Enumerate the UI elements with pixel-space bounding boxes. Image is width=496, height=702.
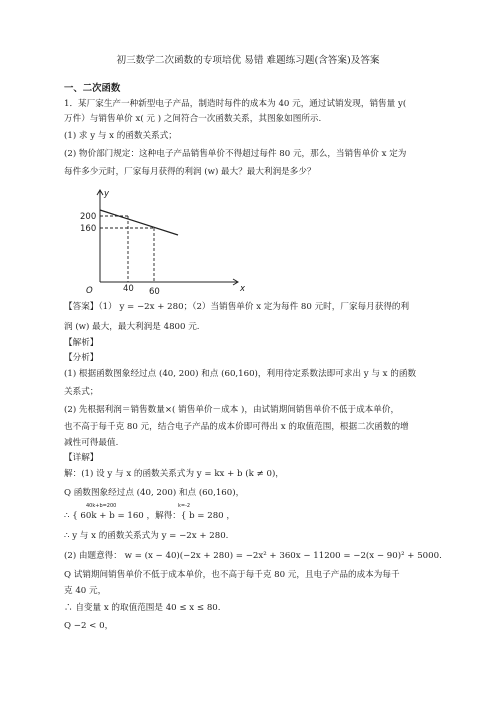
question-line-1: 1．某厂家生产一种新型电子产品，制造时每件的成本为 40 元，通过试销发现，销售量 y(	[64, 99, 407, 109]
fenxi-heading: 【分析】	[64, 353, 99, 363]
answer-line-1: 【答案】（1） y = −2x + 280；（2）当销售单价 x 定为每件 80 元时，厂家每月获得的利	[64, 302, 410, 312]
fenxi-line-3: (2) 先根据利润＝销售数量×( 销售单价－成本 )，由试销期间销售单价不低于成本单价，	[64, 405, 400, 415]
question-part-2-cont: 每件多少元时，厂家每月获得的利润 (w) 最大？最大利润是多少？	[64, 167, 316, 177]
xiangjie-line-2: Q 函数图象经过点 (40, 200) 和点 (60,160)，	[64, 488, 245, 498]
fenxi-line-4: 也不高于每千克 80 元，结合电子产品的成本价即可得出 x 的取值范围，根据二次函数的增	[64, 422, 409, 432]
question-part-2: (2) 物价部门规定：这种电子产品销售单价不得超过每件 80 元，那么，当销售单价 x 定为	[64, 149, 407, 159]
x-tick-60: 60	[149, 287, 160, 297]
x-axis-label: x	[240, 284, 246, 294]
document-title: 初三数学二次函数的专项培优 易错 难题练习题(含答案)及答案	[116, 55, 380, 66]
xiangjie-line-7: 克 40 元，	[64, 586, 107, 596]
xiangjie-line-6: Q 试销期间销售单价不低于成本单价，也不高于每千克 80 元，且电子产品的成本为每千	[64, 570, 400, 580]
xiangjie-line-9: Q −2 < 0，	[64, 621, 114, 631]
xiangjie-line-5: (2) 由题意得： w = (x − 40)(−2x + 280) = −2x² + 360x − 11200 = −2(x − 90)² + 5000.	[64, 551, 442, 561]
system-top-equation: 40k+b=200	[86, 503, 117, 509]
xiangjie-line-8: ∴ 自变量 x 的取值范围是 40 ≤ x ≤ 80.	[64, 603, 221, 613]
x-tick-40: 40	[123, 284, 134, 294]
section-heading: 一、二次函数	[64, 83, 121, 94]
xiangjie-line-1: 解：(1) 设 y 与 x 的函数关系式为 y = kx + b (k ≠ 0)，	[64, 469, 284, 479]
jiexi-heading: 【解析】	[64, 338, 99, 348]
fenxi-line-2: 关系式；	[64, 387, 99, 397]
answer-line-2: 润 (w) 最大，最大利润是 4800 元.	[64, 322, 200, 332]
xiangjie-line-4: ∴ y 与 x 的函数关系式为 y = −2x + 280.	[64, 531, 229, 541]
question-line-2: 万件）与销售单价 x( 元 ) 之间符合一次函数关系，其图象如图所示.	[64, 114, 322, 124]
fenxi-line-1: (1) 根据函数图象经过点 (40, 200) 和点 (60,160)，利用待定系数法即可求出 y 与 x 的函数	[64, 369, 417, 379]
xiangjie-heading: 【详解】	[64, 453, 99, 463]
solution-top-equation: k=-2	[178, 503, 191, 509]
function-line	[100, 210, 178, 235]
y-tick-200: 200	[80, 212, 97, 222]
fenxi-line-5: 减性可得最值.	[64, 438, 119, 448]
origin-label: O	[86, 286, 93, 296]
xiangjie-system-line: ∴ { 60k + b = 160 ，解得：{ b = 280 ，	[64, 511, 235, 521]
question-part-1: (1) 求 y 与 x 的函数关系式；	[64, 131, 177, 141]
y-tick-160: 160	[80, 224, 97, 234]
y-axis-label: y	[104, 189, 110, 199]
